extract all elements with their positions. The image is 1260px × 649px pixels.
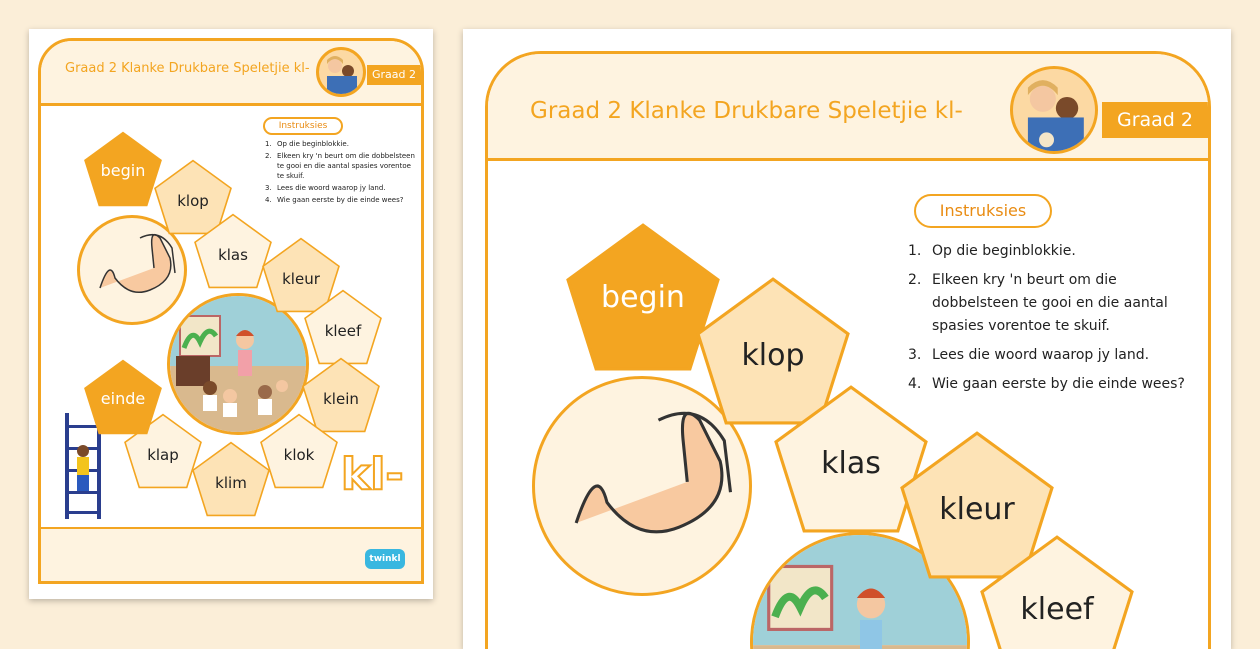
right-word-space-kleef: kleef — [978, 534, 1136, 649]
right-sheet-frame — [485, 51, 1211, 649]
classroom-picture-icon — [170, 296, 306, 432]
left-word-space-kleef: kleef — [303, 289, 383, 365]
left-instruction-item: 4. Wie gaan eerste by die einde wees? — [265, 196, 404, 204]
children-avatar-icon — [319, 50, 363, 94]
left-sheet-frame — [38, 38, 424, 584]
left-word-space-kleur: kleur — [261, 237, 341, 313]
right-page-title: Graad 2 Klanke Drukbare Speletjie kl- — [530, 98, 963, 124]
left-word-space-klok: klok — [259, 413, 339, 489]
left-sound-label: kl- — [341, 449, 404, 500]
twinkl-logo: twinkl — [365, 549, 405, 569]
right-grade-badge: Graad 2 — [1102, 102, 1208, 138]
left-instruction-item: 2. Elkeen kry 'n beurt om die dobbelsteen te gooi en die aantal spasies vorentoe te skuif. — [265, 152, 415, 180]
left-word-space-klop: klop — [153, 159, 233, 235]
left-title-banner — [41, 41, 421, 106]
right-instructions-list — [908, 240, 1198, 396]
right-zoom-page — [463, 29, 1231, 649]
right-instructions-heading: Instruksies — [914, 194, 1052, 228]
left-word-space-klein: klein — [301, 357, 381, 433]
children-avatar-icon — [1013, 69, 1095, 151]
left-preview-page — [29, 29, 433, 599]
left-footer — [41, 527, 421, 581]
left-instruction-item: 1. Op die beginblokkie. — [265, 140, 349, 148]
left-instructions-heading: Instruksies — [263, 117, 343, 135]
left-instruction-item: 3. Lees die woord waarop jy land. — [265, 184, 386, 192]
right-title-banner — [488, 54, 1208, 161]
right-start-space: begin — [564, 222, 722, 372]
right-word-space-klop: klop — [694, 276, 852, 426]
left-page-title: Graad 2 Klanke Drukbare Speletjie kl- — [65, 61, 310, 76]
right-instruction-item: 4. Wie gaan eerste by die einde wees? — [908, 376, 1185, 392]
right-instruction-item: 3. Lees die woord waarop jy land. — [908, 347, 1150, 363]
right-children-avatar — [1010, 66, 1098, 154]
left-end-space: einde — [83, 359, 163, 435]
right-word-space-kleur: kleur — [898, 430, 1056, 580]
left-word-space-klas: klas — [193, 213, 273, 289]
right-word-space-klas: klas — [772, 384, 930, 534]
left-children-avatar — [316, 47, 366, 97]
right-instruction-item: 2. Elkeen kry 'n beurt om die dobbelsteen te gooi en die aantal spasies vorentoe te skuif. — [908, 272, 1168, 334]
left-word-space-klim: klim — [191, 441, 271, 517]
left-word-space-klap: klap — [123, 413, 203, 489]
right-instruction-item: 1. Op die beginblokkie. — [908, 243, 1076, 259]
left-instructions-list — [265, 139, 415, 205]
left-start-space: begin — [83, 131, 163, 207]
left-grade-badge: Graad 2 — [367, 65, 421, 85]
